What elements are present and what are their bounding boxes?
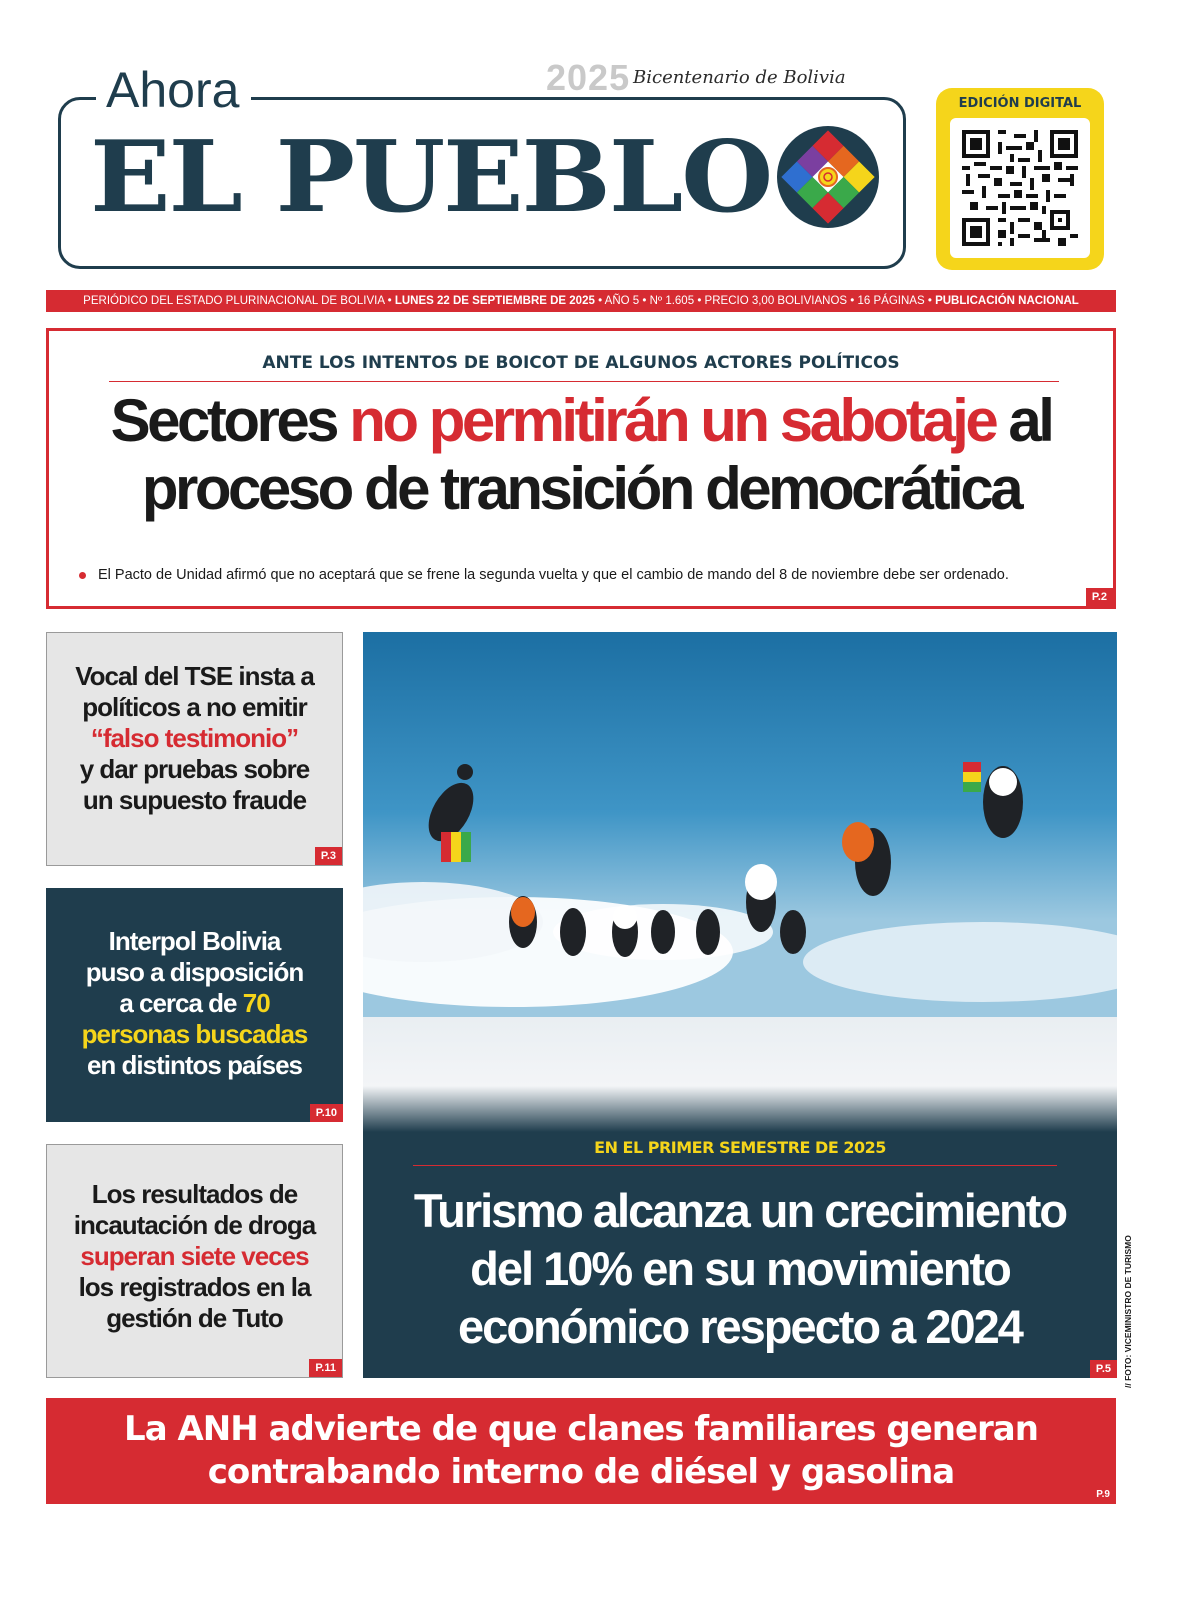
edition-price: PRECIO 3,00 BOLIVIANOS [704,295,848,307]
digital-edition-label: EDICIÓN DIGITAL [958,96,1082,111]
qr-code-icon[interactable] [962,130,1078,246]
headline-line: puso a disposición [85,957,304,987]
headline-highlight: “falso testimonio” [90,723,299,753]
headline-line: Los resultados de [91,1179,298,1209]
story-tse[interactable] [46,632,343,866]
bullet-icon [79,572,86,579]
headline-line: los registrados en la [78,1272,311,1302]
story-interpol[interactable] [46,888,343,1122]
lead-story[interactable] [46,328,1116,609]
lead-summary-text: El Pacto de Unidad afirmó que no aceptará que se frene la segunda vuelta y que el cambio de mando del 8 de noviembre debe ser ordenado. [98,567,1009,583]
edition-year: AÑO 5 [604,295,640,307]
headline-highlight: superan siete veces [80,1241,309,1271]
lead-headline-part2: al [995,387,1052,454]
headline-line: incautación de droga [73,1210,316,1240]
headline-line: económico respecto a 2024 [458,1300,1022,1353]
headline-line: Vocal del TSE insta a [75,661,314,691]
divider [413,1165,1057,1166]
anh-headline [46,1408,1116,1494]
story-tse-headline [47,661,342,816]
masthead-ahora: Ahora [96,60,251,120]
headline-line: a cerca de [119,988,243,1018]
bicentennial-signature: Bicentenario de Bolivia [633,67,846,88]
story-drug-seizures[interactable] [46,1144,343,1378]
page-reference[interactable]: P.11 [309,1359,342,1377]
page-reference[interactable]: P.10 [310,1104,343,1122]
salt-flat-jumping-people-photo[interactable] [363,632,1117,1132]
lead-kicker: ANTE LOS INTENTOS DE BOICOT DE ALGUNOS ACTORES POLÍTICOS [262,353,900,373]
lead-summary [79,567,1089,583]
story-drug-headline [47,1179,342,1334]
edition-info-bar: PERIÓDICO DEL ESTADO PLURINACIONAL DE BOLIVIA • LUNES 22 DE SEPTIEMBRE DE 2025 • AÑO 5 • Nº 1.605 • PRECIO 3,00 BOLIVIANOS • 16 PÁGINAS • PUBLICACIÓN NACIONAL [46,290,1116,312]
tourism-story[interactable] [363,632,1117,1378]
lead-headline[interactable] [49,387,1113,523]
story-interpol-headline [46,926,343,1081]
headline-line: Interpol Bolivia [108,926,281,956]
headline-line: en distintos países [86,1050,303,1080]
tourism-kicker: EN EL PRIMER SEMESTRE DE 2025 [594,1138,886,1157]
page-reference[interactable]: P.5 [1090,1360,1117,1378]
wiphala-emblem-icon [776,125,880,229]
headline-line: contrabando interno de diésel y gasolina [207,1452,955,1492]
edition-pages: 16 PÁGINAS [857,295,925,307]
edition-scope: PUBLICACIÓN NACIONAL [935,295,1079,307]
page-reference[interactable]: P.2 [1086,588,1113,606]
tourism-headline[interactable] [363,1182,1117,1356]
tagline: PERIÓDICO DEL ESTADO PLURINACIONAL DE BOLIVIA [83,295,385,307]
digital-edition-box[interactable] [936,88,1104,270]
headline-highlight: 70 [242,988,270,1018]
headline-line: y dar pruebas sobre [79,754,310,784]
lead-headline-highlight: no permitirán un sabotaje [349,387,996,454]
headline-line: del 10% en su movimiento [470,1242,1010,1295]
lead-headline-part1: Sectores [110,387,350,454]
divider [109,381,1059,382]
headline-line: un supuesto fraude [82,785,307,815]
edition-number: Nº 1.605 [649,295,695,307]
headline-highlight: personas buscadas [81,1019,308,1049]
qr-frame [950,118,1090,258]
story-anh-contraband[interactable] [46,1398,1116,1504]
edition-date: LUNES 22 DE SEPTIEMBRE DE 2025 [394,295,595,307]
headline-line: Turismo alcanza un crecimiento [413,1184,1067,1237]
bicentennial-year: 2025 [546,57,631,98]
lead-headline-line2: proceso de transición democrática [141,455,1021,522]
headline-line: La ANH advierte de que clanes familiares generan [124,1409,1038,1449]
headline-line: gestión de Tuto [106,1303,283,1333]
page-reference[interactable]: P.3 [315,847,342,865]
photo-credit: // FOTO: VICEMINISTRO DE TURISMO [1123,1235,1133,1388]
newspaper-name[interactable]: EL PUEBLO [90,120,772,235]
headline-line: políticos a no emitir [82,692,307,722]
page-reference[interactable]: P.9 [1096,1489,1110,1500]
